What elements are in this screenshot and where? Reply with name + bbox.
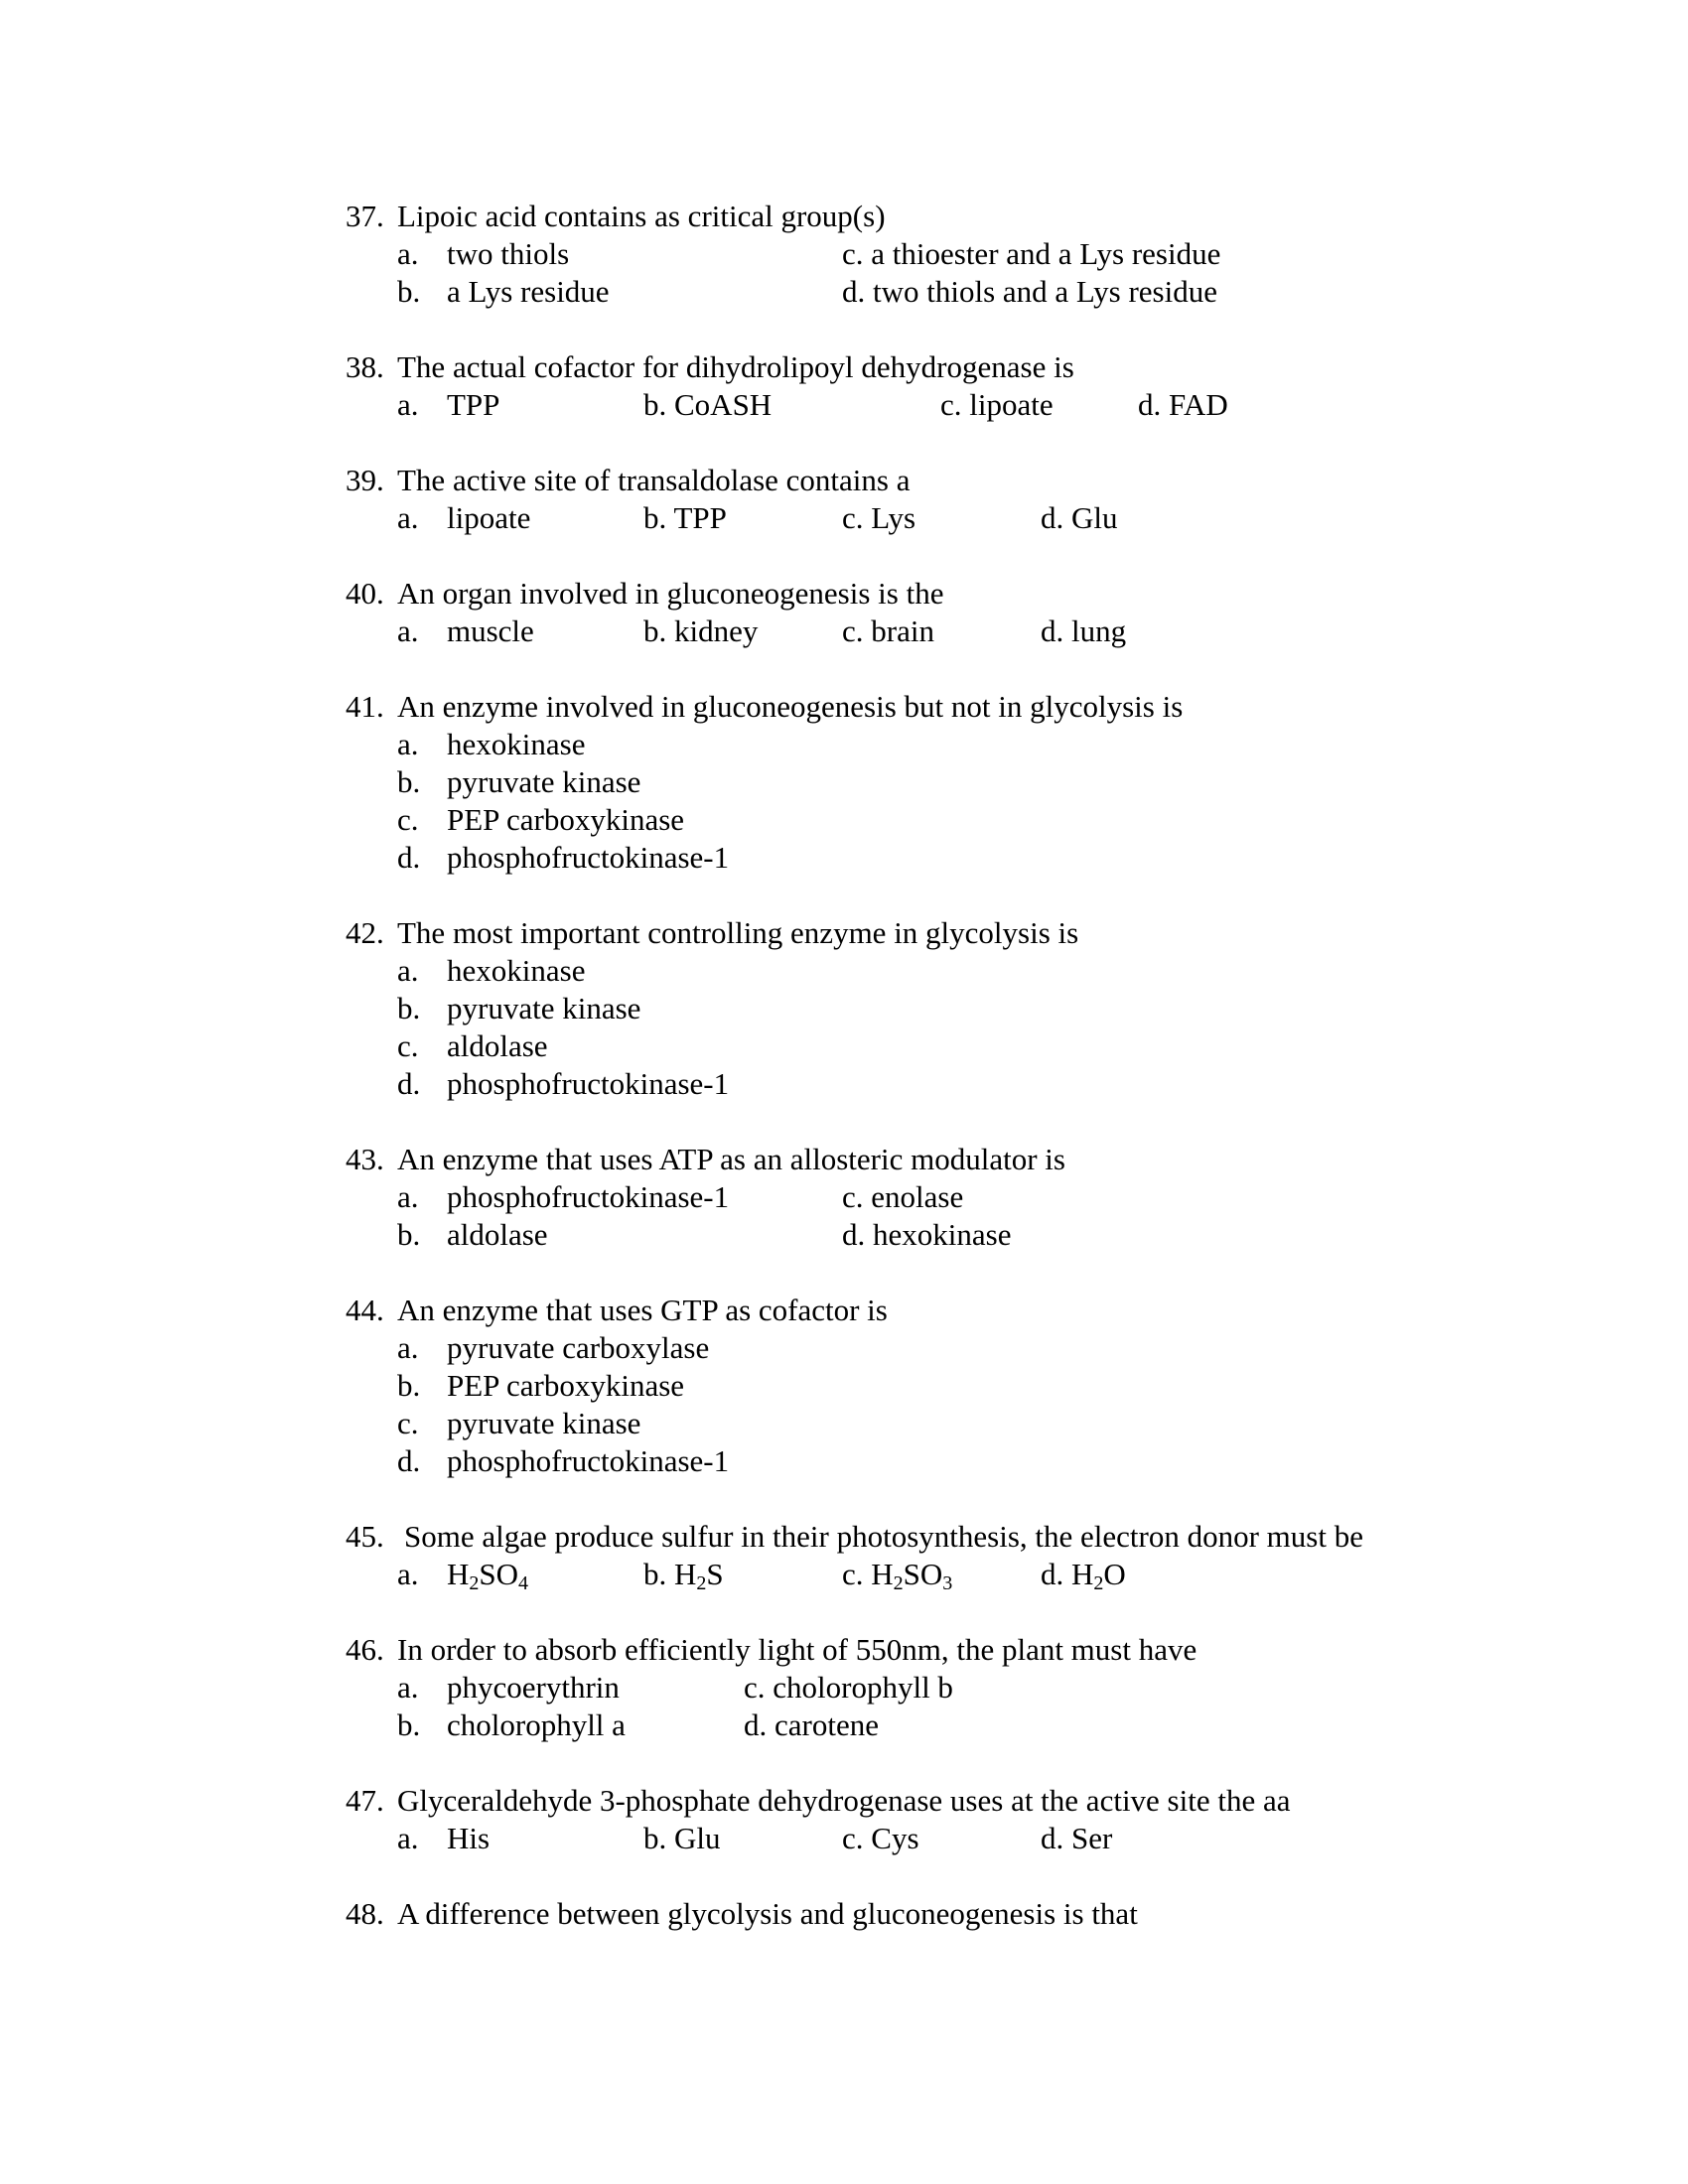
question-text: Some algae produce sulfur in their photosynthesis, the electron donor must be xyxy=(404,1519,1363,1554)
option-letter: c. xyxy=(397,1406,419,1440)
option-text: d. hexokinase xyxy=(842,1217,1012,1252)
option-letter: a. xyxy=(397,1330,419,1365)
option-text: c. a thioester and a Lys residue xyxy=(842,236,1221,271)
option-text: d. $H_2O$ xyxy=(1041,1557,1126,1594)
option-text: aldolase xyxy=(447,1028,548,1063)
option-letter: d. xyxy=(397,1066,421,1101)
question-text: Glyceraldehyde 3-phosphate dehydrogenase uses at the active site the aa xyxy=(397,1783,1291,1818)
option-letter: a. xyxy=(397,500,419,535)
option-text: b. kidney xyxy=(643,614,759,648)
option-text: c. $H_2SO_3$ xyxy=(842,1557,953,1594)
question-number: 43. xyxy=(346,1142,384,1176)
option-text: $H_2SO_4$ xyxy=(447,1557,529,1594)
option-letter: b. xyxy=(397,991,421,1025)
option-text: PEP carboxykinase xyxy=(447,802,685,837)
question-text: An organ involved in gluconeogenesis is the xyxy=(397,576,944,611)
option-text: hexokinase xyxy=(447,953,586,988)
option-text: PEP carboxykinase xyxy=(447,1368,685,1403)
option-text: c. Lys xyxy=(842,500,916,535)
option-text: aldolase xyxy=(447,1217,548,1252)
option-text: b. CoASH xyxy=(643,387,773,422)
option-letter: a. xyxy=(397,1179,419,1214)
option-text: d. Ser xyxy=(1041,1821,1113,1855)
option-letter: b. xyxy=(397,764,421,799)
question-text: A difference between glycolysis and gluconeogenesis is that xyxy=(397,1896,1138,1931)
option-letter: b. xyxy=(397,274,421,309)
option-letter: a. xyxy=(397,614,419,648)
question-text: In order to absorb efficiently light of 550nm, the plant must have xyxy=(397,1632,1197,1667)
option-text: lipoate xyxy=(447,500,531,535)
option-text: c. lipoate xyxy=(940,387,1054,422)
option-letter: b. xyxy=(397,1707,421,1742)
option-text: pyruvate carboxylase xyxy=(447,1330,710,1365)
option-text: pyruvate kinase xyxy=(447,991,641,1025)
option-letter: a. xyxy=(397,387,419,422)
question-number: 41. xyxy=(346,689,384,724)
question-text: The active site of transaldolase contains a xyxy=(397,463,911,497)
option-text: phosphofructokinase-1 xyxy=(447,1443,730,1478)
option-text: d. FAD xyxy=(1138,387,1228,422)
option-letter: a. xyxy=(397,1670,419,1705)
option-text: His xyxy=(447,1821,491,1855)
option-text: pyruvate kinase xyxy=(447,764,641,799)
option-letter: a. xyxy=(397,727,419,761)
option-text: pyruvate kinase xyxy=(447,1406,641,1440)
question-text: The actual cofactor for dihydrolipoyl dehydrogenase is xyxy=(397,349,1074,384)
question-number: 39. xyxy=(346,463,384,497)
option-text: c. brain xyxy=(842,614,934,648)
option-letter: b. xyxy=(397,1217,421,1252)
option-text: d. lung xyxy=(1041,614,1127,648)
option-text: phosphofructokinase-1 xyxy=(447,1066,730,1101)
question-text: An enzyme involved in gluconeogenesis but not in glycolysis is xyxy=(397,689,1184,724)
option-text: two thiols xyxy=(447,236,570,271)
option-text: phosphofructokinase-1 xyxy=(447,840,730,875)
question-number: 48. xyxy=(346,1896,384,1931)
option-text: d. two thiols and a Lys residue xyxy=(842,274,1217,309)
question-number: 47. xyxy=(346,1783,384,1818)
option-text: phycoerythrin xyxy=(447,1670,620,1705)
question-number: 37. xyxy=(346,199,384,233)
option-text: b. TPP xyxy=(643,500,727,535)
option-text: b. Glu xyxy=(643,1821,721,1855)
option-text: phosphofructokinase-1 xyxy=(447,1179,730,1214)
option-text: muscle xyxy=(447,614,534,648)
question-number: 40. xyxy=(346,576,384,611)
option-letter: c. xyxy=(397,802,419,837)
option-letter: c. xyxy=(397,1028,419,1063)
option-text: c. enolase xyxy=(842,1179,964,1214)
option-letter: a. xyxy=(397,236,419,271)
option-text: a Lys residue xyxy=(447,274,610,309)
question-number: 44. xyxy=(346,1293,384,1327)
question-number: 45. xyxy=(346,1519,384,1554)
question-text: An enzyme that uses ATP as an allosteric modulator is xyxy=(397,1142,1065,1176)
question-number: 46. xyxy=(346,1632,384,1667)
option-letter: a. xyxy=(397,953,419,988)
option-text: TPP xyxy=(447,387,500,422)
question-text: An enzyme that uses GTP as cofactor is xyxy=(397,1293,888,1327)
option-text: d. Glu xyxy=(1041,500,1118,535)
question-text: Lipoic acid contains as critical group(s) xyxy=(397,199,886,233)
option-letter: b. xyxy=(397,1368,421,1403)
option-letter: d. xyxy=(397,1443,421,1478)
option-text: c. Cys xyxy=(842,1821,919,1855)
option-letter: a. xyxy=(397,1557,419,1591)
option-letter: a. xyxy=(397,1821,419,1855)
option-text: cholorophyll a xyxy=(447,1707,626,1742)
question-number: 42. xyxy=(346,915,384,950)
option-text: d. carotene xyxy=(744,1707,879,1742)
question-number: 38. xyxy=(346,349,384,384)
option-letter: d. xyxy=(397,840,421,875)
question-text: The most important controlling enzyme in glycolysis is xyxy=(397,915,1079,950)
option-text: hexokinase xyxy=(447,727,586,761)
option-text: c. cholorophyll b xyxy=(744,1670,953,1705)
option-text: b. $H_2S$ xyxy=(643,1557,724,1594)
